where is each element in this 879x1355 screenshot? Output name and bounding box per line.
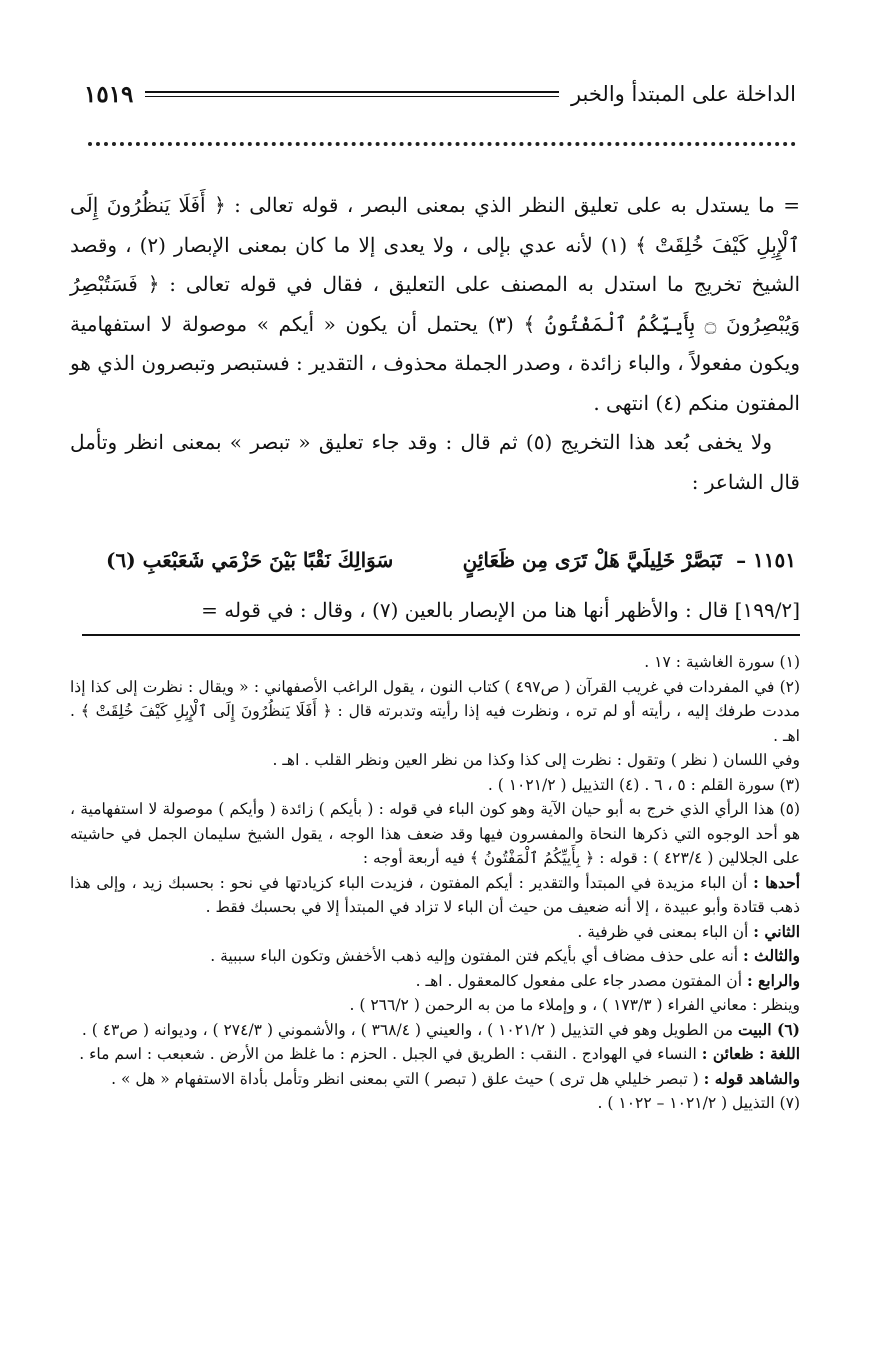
- verse-number: ١١٥١ –: [736, 548, 796, 572]
- footnote-line: [70, 969, 800, 994]
- footnote-lead: اللغة : ظعائن :: [701, 1044, 800, 1063]
- paragraph-1: = ما يستدل به على تعليق النظر الذي بمعنى البصر ، قوله تعالى : ﴿ أَفَلَا يَنظُرُونَ إِلَى ٱلْإِبِلِ كَيْفَ خُلِقَتْ ﴾ (١) لأنه عدي بإلى ، ولا يعدى إلا ما كان بمعنى الإبصار (٢) ، وقصد الشيخ تخريج ما استدل به المصنف على التعليق ، فقال في قوله تعالى : ﴿ فَسَتُبْصِرُ وَيُبْصِرُونَ ۝ بِأَييِّكُمُ ٱلْمَفْتُونُ ﴾ (٣) يحتمل أن يكون « أيكم » موصولة لا استفهامية ويكون مفعولاً ، والباء زائدة ، وصدر الجملة محذوف ، التقدير : فستبصر وتبصرون الذي هو المفتون منكم (٤) انتهى .: [70, 193, 800, 415]
- footnote-text: (١) سورة الغاشية : ١٧ .: [644, 653, 800, 671]
- footnote-text: أن الباء مزيدة في المبتدأ والتقدير : أيكم المفتون ، فزيدت الباء كزيادتها في نحو : بحسبك زيد ، وإلى هذا ذهب قتادة وأبو عبيدة ، إلا أنه ضعيف من حيث أن الباء لا تزاد في المبتدأ إلا في بحسبك فقط .: [70, 873, 800, 916]
- verse-first-hemistich: تَبَصَّرْ خَلِيلَيَّ هَلْ تَرَى مِن ظَعَائِنٍ: [462, 548, 723, 572]
- running-title: الداخلة على المبتدأ والخبر: [570, 82, 796, 106]
- page-header: [84, 74, 796, 114]
- footnote-text: أن المفتون مصدر جاء على مفعول كالمعقول . اهـ .: [415, 971, 747, 990]
- footnote-line: [70, 773, 800, 798]
- footnote-text: وينظر : معاني الفراء ( ١٧٣/٣ ) ، و وإملاء ما من به الرحمن ( ٢٦٦/٢ ) .: [349, 996, 800, 1014]
- footnote-lead: أحدها :: [753, 872, 800, 892]
- footnote-lead: الثاني :: [753, 921, 800, 941]
- footnote-text: أنه على حذف مضاف أي بأيكم فتن المفتون وإليه ذهب الأخفش وتكون الباء سببية .: [210, 947, 744, 965]
- footnote-line: [70, 1042, 800, 1067]
- footnote-line: [70, 650, 800, 675]
- poetry-verse: [76, 540, 796, 580]
- footnote-line: [70, 1091, 800, 1116]
- footnote-text: النساء في الهوادج . النقب : الطريق في الجبل . الحزم : ما غلظ من الأرض . شعبعب : اسم ماء .: [79, 1045, 702, 1063]
- footnote-rule: [82, 634, 800, 636]
- main-text: [70, 186, 800, 502]
- footnote-line: [70, 920, 800, 945]
- footnote-line: [70, 993, 800, 1018]
- footnote-text: (٣) سورة القلم : ٥ ، ٦ . (٤) التذييل ( ١٠٢١/٢ ) .: [487, 775, 800, 794]
- footnotes: [70, 650, 800, 1116]
- footnote-line: [70, 675, 800, 749]
- footnote-line: [70, 748, 800, 773]
- footnote-text: وفي اللسان ( نظر ) وتقول : نظرت إلى كذا وكذا من نظر العين ونظر القلب . اهـ .: [272, 751, 800, 769]
- footnote-line: [70, 871, 800, 920]
- paragraph-2: ولا يخفى بُعد هذا التخريج (٥) ثم قال : وقد جاء تعليق « تبصر » بمعنى انظر وتأمل قال الشاعر :: [70, 430, 800, 494]
- page-number: ١٥١٩: [84, 80, 134, 108]
- main-text-continuation: [١٩٩/٢] قال : والأظهر أنها هنا من الإبصار بالعين (٧) ، وقال : في قوله =: [201, 598, 800, 622]
- footnote-text: أن الباء بمعنى في ظرفية .: [577, 922, 754, 941]
- footnote-text: (٢) في المفردات في غريب القرآن ( ص٤٩٧ ) كتاب النون ، يقول الراغب الأصفهاني : « ويقال : نظرت إلى كذا إذا مددت طرفك إليه ، رأيته أو لم تره ، ونظرت فيه إذا رأيته وتدبرته قال : ﴿ أَفَلَا يَنظُرُونَ إِلَى ٱلْإِبِلِ كَيْفَ خُلِقَتْ ﴾ . اهـ .: [70, 677, 801, 745]
- footnote-text: (٥) هذا الرأي الذي خرج به أبو حيان الآية وهو كون الباء في قوله : ( بأيكم ) زائدة ( وأيكم ) موصولة لا استفهامية ، هو أحد الوجوه التي ذكرها النحاة والمفسرون فيها وقد ضعف هذا الوجه ، يقول الشيخ سليمان الجمل في حاشيته على الجلالين ( ٤٢٣/٤ ) : قوله : ﴿ بِأَييِّكُمُ ٱلْمَفْتُونُ ﴾ فيه أربعة أوجه :: [70, 800, 800, 867]
- footnote-lead: والثالث :: [743, 946, 800, 965]
- footnote-line: [70, 944, 800, 969]
- footnote-text: من الطويل وهو في التذييل ( ١٠٢١/٢ ) ، والعيني ( ٣٦٨/٤ ) ، والأشموني ( ٢٧٤/٣ ) ، وديوانه ( ص٤٣ ) .: [81, 1020, 738, 1039]
- footnote-line: [70, 797, 800, 871]
- footnote-text: ( تبصر خليلي هل ترى ) حيث علق ( تبصر ) التي بمعنى انظر وتأمل بأداة الاستفهام « هل » .: [111, 1069, 704, 1088]
- header-rule: [145, 91, 559, 97]
- dotted-separator: [88, 142, 796, 146]
- footnote-lead: والشاهد قوله :: [703, 1068, 800, 1088]
- footnote-lead: (٦) البيت: [737, 1019, 800, 1039]
- footnote-line: [70, 1067, 800, 1092]
- verse-second-hemistich: سَوَالِكَ نَقْبًا بَيْنَ حَزْمَي شَعَبْعَبِ (٦): [106, 548, 394, 572]
- footnote-lead: والرابع :: [746, 970, 800, 990]
- footnote-text: (٧) التذييل ( ١٠٢١/٢ – ١٠٢٢ ) .: [597, 1094, 800, 1112]
- footnote-line: [70, 1018, 800, 1043]
